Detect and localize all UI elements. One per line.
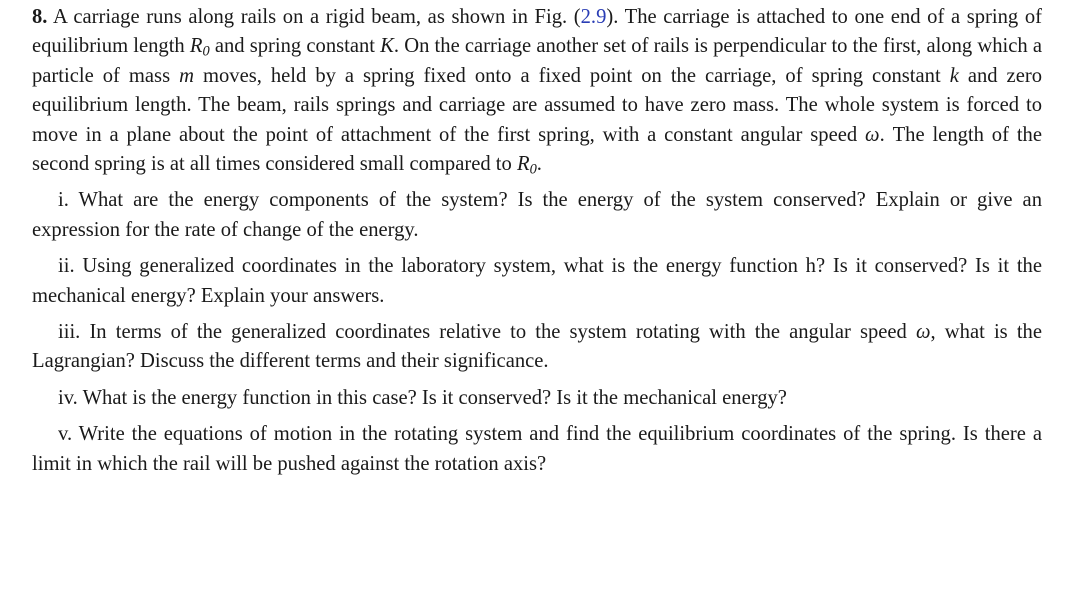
intro-text-2: ). The carriage is attached to one end of a spring of equilibrium length xyxy=(32,6,1042,58)
problem-number: 8. xyxy=(32,6,48,28)
part-i: i. What are the energy components of the system? Is the energy of the system conserved? Explain or give an expression for the rate of change of the energy. xyxy=(32,189,1042,241)
intro-text-1: A carriage runs along rails on a rigid beam, as shown in Fig. ( xyxy=(52,6,581,28)
figure-reference-link[interactable]: 2.9 xyxy=(580,6,607,28)
intro-text-8: . xyxy=(536,153,542,176)
symbol-k: k xyxy=(949,64,959,87)
part-iv: iv. What is the energy function in this case? Is it conserved? Is it the mechanical energy? xyxy=(58,386,787,409)
symbol-omega: ω xyxy=(865,123,880,146)
intro-text-7: . The length of the second spring is at all times considered small compared to xyxy=(32,123,1042,176)
part-v: v. Write the equations of motion in the rotating system and find the equilibrium coordinates of the spring. Is there a limit in which the rail will be pushed against the rotation axis? xyxy=(32,423,1042,475)
intro-text-6: and zero equilibrium length. The beam, rails springs and carriage are assumed to have zero mass. The whole system is forced to move in a plane about the point of attachment of the first spring, with a constant angular speed xyxy=(32,64,1042,146)
symbol-m: m xyxy=(179,64,194,87)
intro-text-4: . On the carriage another set of rails is perpendicular to the first, along which a particle of mass xyxy=(32,35,1042,87)
part-iii-text-2: , what is the Lagrangian? Discuss the different terms and their significance. xyxy=(32,321,1042,373)
part-iii xyxy=(32,318,1042,377)
problem-text xyxy=(32,3,1042,479)
part-ii: ii. Using generalized coordinates in the laboratory system, what is the energy function h? Is it conserved? Is it the mechanical energy? Explain your answers. xyxy=(32,255,1042,307)
intro-text-5: moves, held by a spring fixed onto a fixed point on the carriage, of spring constant xyxy=(193,64,950,87)
symbol-K: K xyxy=(380,35,394,58)
part-iii-text-1: iii. In terms of the generalized coordinates relative to the system rotating with the angular speed xyxy=(58,321,916,344)
symbol-omega-part-iii: ω xyxy=(915,321,931,344)
symbol-R0: $R_0$ xyxy=(189,35,210,60)
symbol-R0-second: $R_0$ xyxy=(516,153,537,178)
problem-intro xyxy=(32,3,1042,179)
intro-text-3: and spring constant xyxy=(209,35,381,58)
